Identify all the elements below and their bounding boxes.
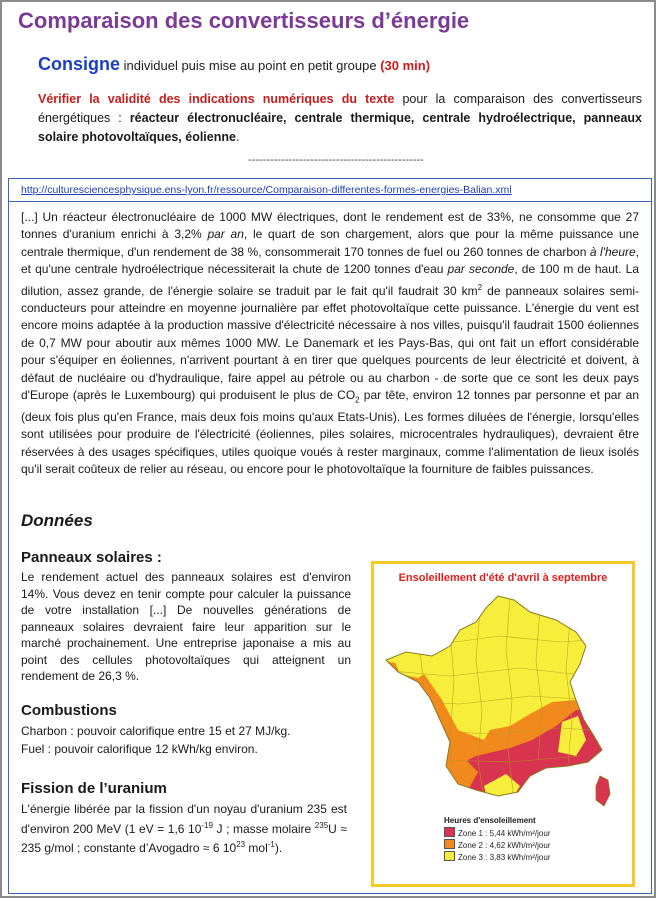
legend-zone-3 (444, 851, 550, 862)
donnees-heading: Données (21, 511, 93, 530)
fission-part: ). (274, 841, 283, 855)
fission-part: mol (245, 841, 268, 855)
consigne-label: Consigne (38, 54, 121, 74)
legend-swatch (444, 827, 455, 837)
page-title: Comparaison des convertisseurs d’énergie (18, 8, 470, 33)
source-link[interactable]: http://culturesciencesphysique.ens-lyon.fr/ressource/Comparaison-differentes-formes-energies-Balian.xml (21, 184, 512, 196)
legend-swatch (444, 839, 455, 849)
consigne-line (38, 54, 430, 75)
task-end: . (235, 130, 240, 144)
fission-title: Fission de l’uranium (21, 780, 167, 797)
fission-sup: 235 (314, 820, 329, 830)
combustions-title: Combustions (21, 702, 117, 719)
fission-part: U ≈ 235 g/mol ; constante d’Avogadro ≈ 6 10 (21, 821, 347, 855)
legend-swatch (444, 851, 455, 861)
legend-zone-1 (444, 827, 550, 838)
france-map-graphic (380, 590, 626, 814)
sunshine-map (371, 561, 635, 887)
fission-part: L'énergie libérée par la fission d'un noyau d'uranium 235 est d'environ 200 MeV (1 eV = 1,6 10 (21, 802, 347, 836)
task-bold-part: réacteur électronucléaire, centrale thermique, centrale hydroélectrique, panneaux solaire photovoltaïques, éolienne (38, 111, 642, 144)
combustions-line-2: Fuel : pouvoir calorifique 12 kWh/kg environ. (21, 742, 258, 756)
legend-label: Zone 1 : 5,44 kWh/m²/jour (458, 829, 551, 838)
fission-part: J ; masse molaire (212, 821, 315, 836)
solaire-title: Panneaux solaires : (21, 549, 162, 566)
task-instructions (38, 90, 642, 147)
map-title: Ensoleillement d'été d'avril à septembre (398, 572, 608, 584)
text-box (8, 178, 652, 894)
consigne-text: individuel puis mise au point en petit groupe (123, 58, 377, 73)
legend-label: Zone 2 : 4,62 kWh/m²/jour (458, 841, 551, 850)
quote-part: de panneaux solaires semi-conducteurs pour atteindre en moyenne journalière par effet photovoltaïque cette puissance. L'énergie du vent est encore moins adaptée à la production massive d'électricité nécessaire à nos villes, puisqu'il faudrait 1500 éoliennes de 0,7 MW pour aboutir aux mêmes 1000 MW. Le Danemark et les Pays-Bas, qui ont fait un effort considérable pour s'équiper en éoliennes, n'arrivent pourtant à en tirer que quelques pourcents de leur électricité et doivent, à défaut de nucléaire ou d'hydraulique, faire appel au pétrole ou au charbon - de sorte que ce sont les deux pays d'Europe (après le Luxembourg) qui produisent le plus de CO (21, 283, 639, 403)
quote-italic: par an (207, 227, 244, 242)
fission-sup: -1 (267, 840, 275, 849)
link-divider (9, 201, 651, 202)
legend-label: Zone 3 : 3,83 kWh/m²/jour (458, 853, 551, 862)
task-normal-part: pour la comparaison des convertisseurs énergétiques : (38, 92, 642, 125)
quote-paragraph (21, 209, 639, 478)
combustions-line-1: Charbon : pouvoir calorifique entre 15 et 27 MJ/kg. (21, 724, 291, 738)
legend-title: Heures d'ensoleillement (444, 816, 536, 825)
quote-italic: par seconde (447, 262, 515, 277)
quote-part: , et qu'une centrale hydroélectrique nécessiterait la chute de 1200 tonnes d'eau (21, 244, 640, 277)
separator: ------------------------------------------------ (248, 154, 424, 166)
quote-part: par tête, environ 12 tonnes par personne et par an (deux fois plus qu'en France, mais deux fois moins qu'aux Etats-Unis). Les formes diluées de l'énergie, lorsqu'elles sont utilisées pour produire de l'électricité (éoliennes, piles solaires, microcentrales hydrauliques), devraient être réservées à des usages spécifiques, utiles quoique voués à rester marginaux, comme l'alimentation de lieux isolés qu'il serait coûteux de relier au réseau, ou encore pour le photovoltaïque la fourniture de faibles puissances. (21, 388, 639, 477)
solaire-text: Le rendement actuel des panneaux solaires est d'environ 14%. Vous devez en tenir compte pour calculer la puissance de votre installation [...] De nouvelles générations de panneaux solaires devraient faire leur apparition sur le marché prochainement. Une entreprise japonaise a mis au point des cellules photovoltaïques qui atteignent un rendement de 26,3 %. (21, 570, 351, 683)
legend-zone-2 (444, 839, 550, 850)
consigne-duration: (30 min) (380, 58, 431, 73)
quote-sup: 2 (477, 282, 483, 292)
quote-part: , le quart de son chargement, alors que pour la même puissance une centrale thermique, d'un rendement de 38 %, consommerait 170 tonnes de fuel ou 260 tonnes de charbon (21, 227, 640, 259)
fission-text (21, 801, 347, 857)
fission-sup: 23 (236, 840, 246, 849)
task-red-part: Vérifier la validité des indications numériques du texte (38, 92, 395, 106)
quote-sub: 2 (355, 395, 360, 405)
quote-italic: à l'heure (589, 244, 636, 259)
quote-part: , de 100 m de haut. La dilution, assez grande, de l'énergie solaire se traduit par le fait qu'il faudrait 30 km (21, 262, 639, 298)
quote-part: [...] Un réacteur électronucléaire de 1000 MW électriques, dont le rendement est de 33%, ne consomme que 27 tonnes d'uranium enrichi à 3,2% (21, 210, 639, 242)
fission-sup: -19 (201, 820, 213, 830)
